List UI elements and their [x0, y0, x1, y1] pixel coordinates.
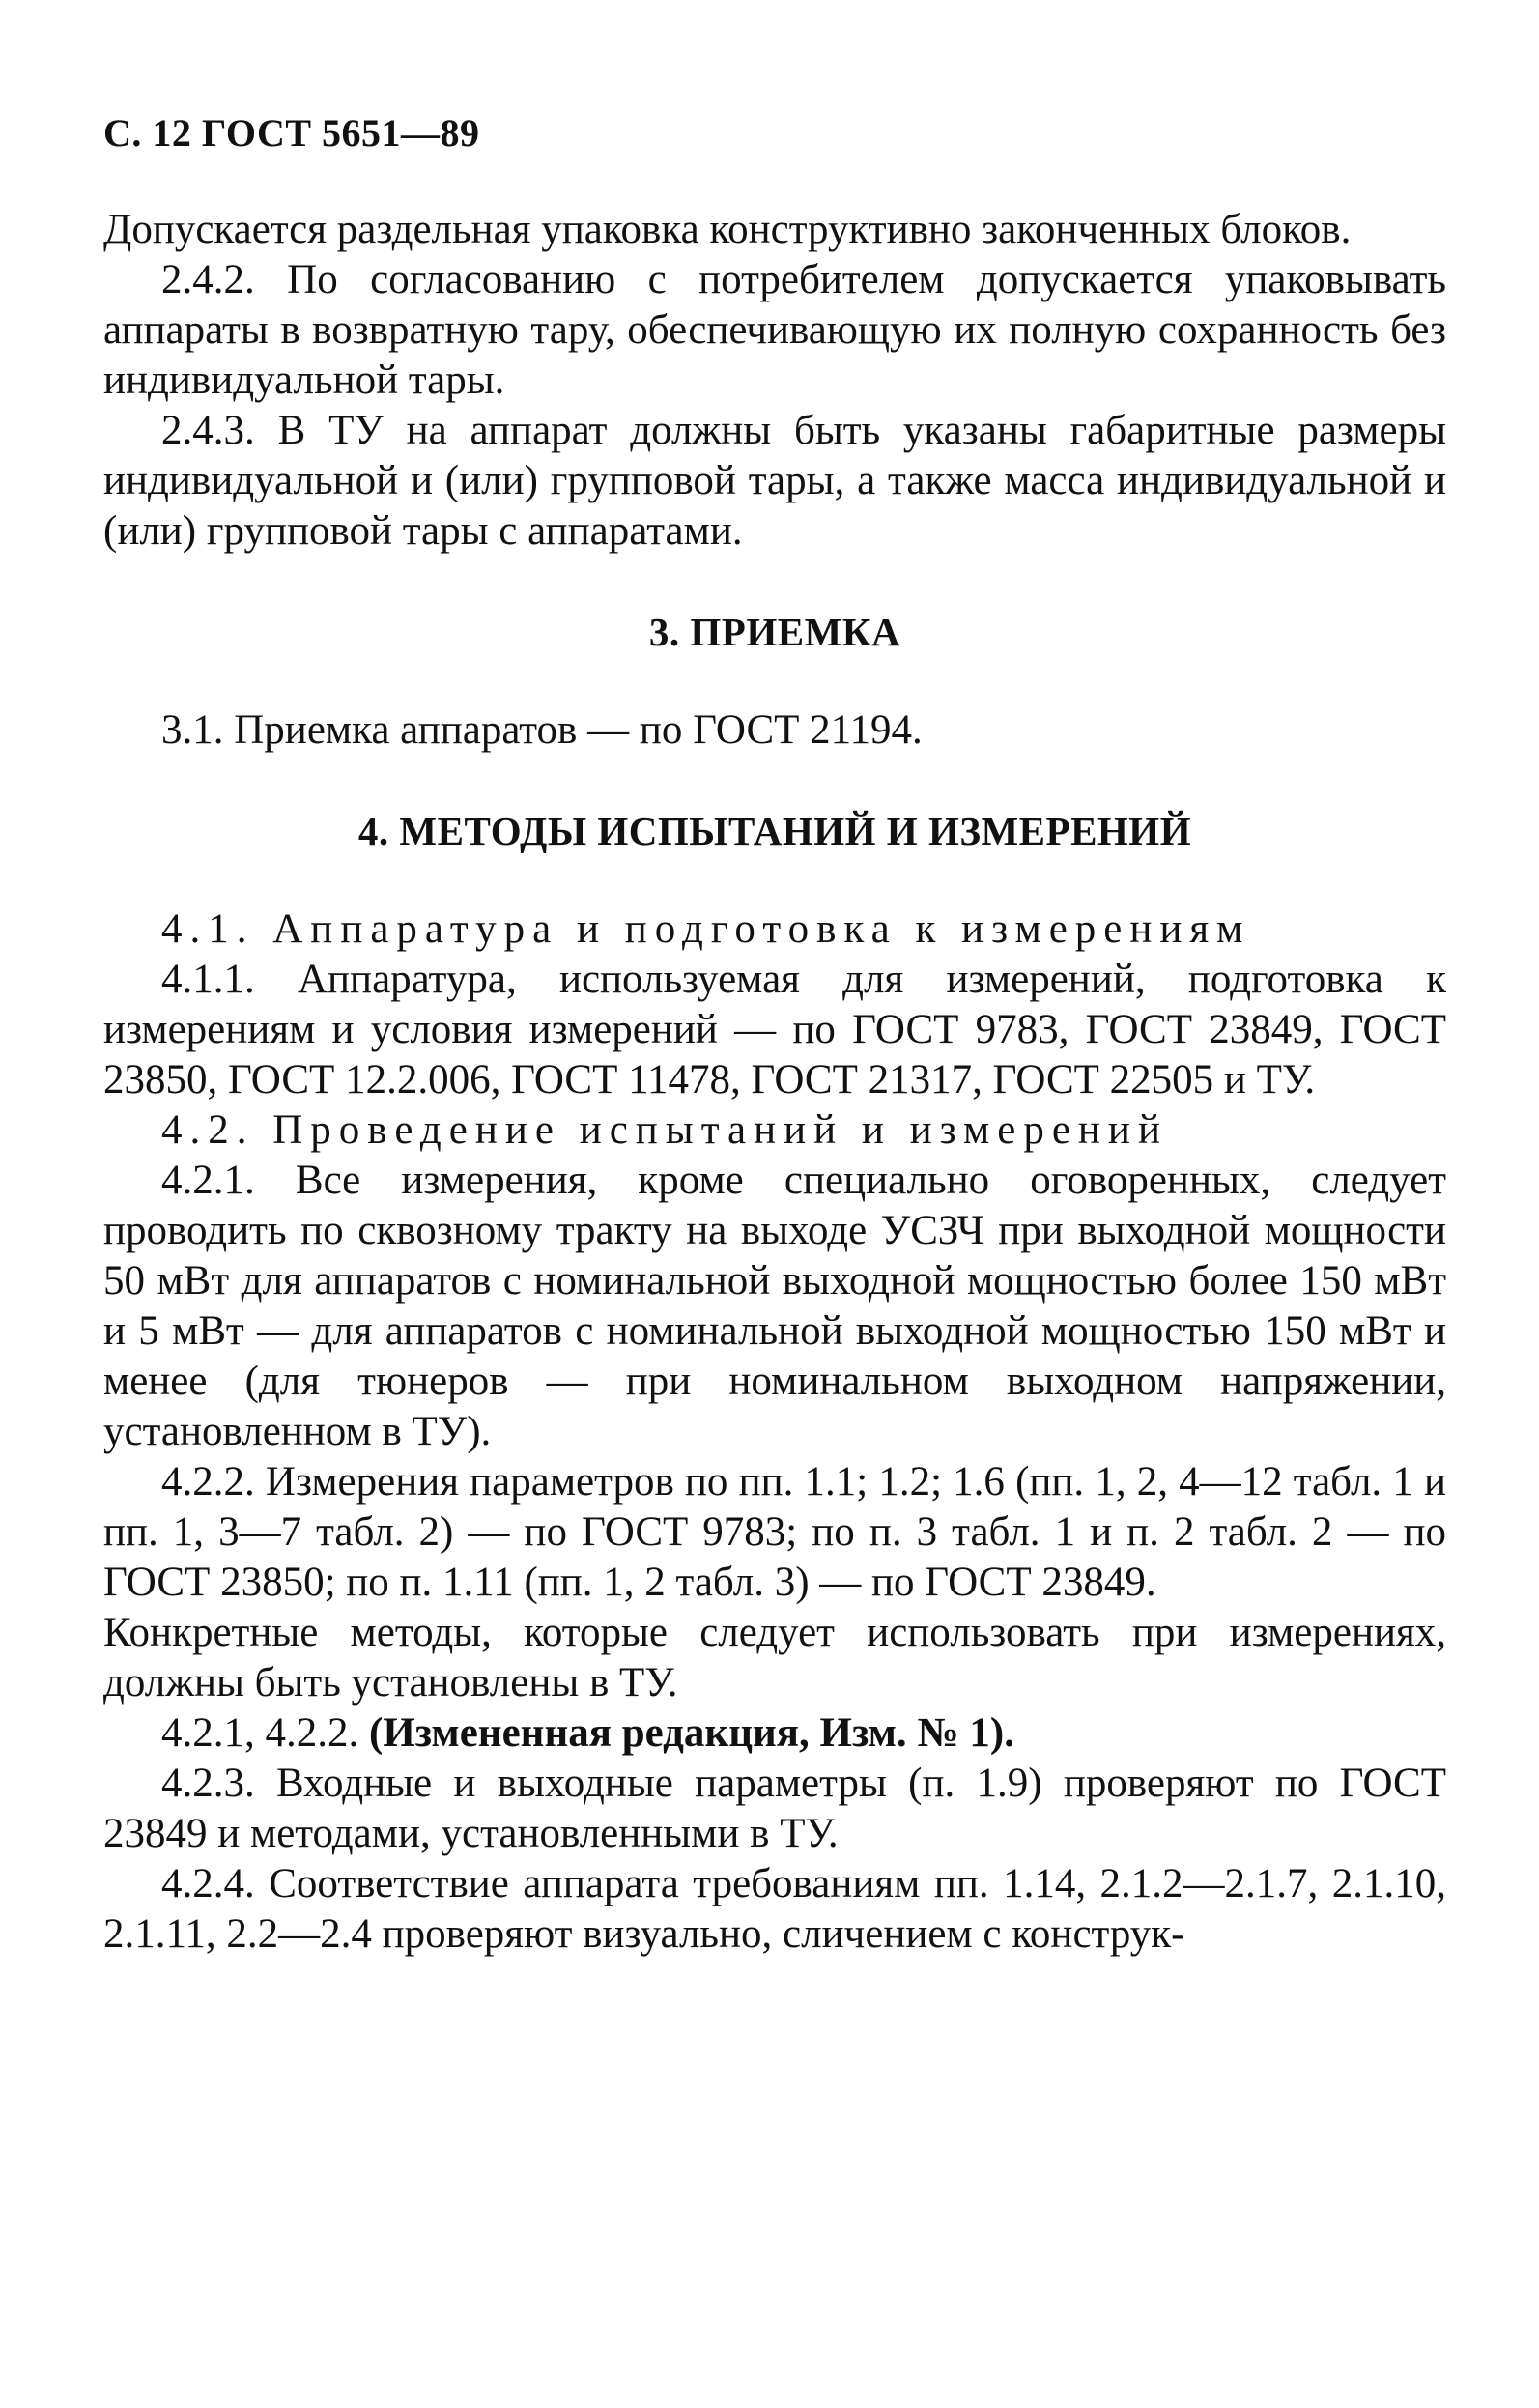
- amendment-bold: (Измененная редакция, Изм. № 1).: [369, 1710, 1014, 1756]
- paragraph-4-2-3: 4.2.3. Входные и выходные параметры (п. 1.9) проверяют по ГОСТ 23849 и методами, установленными в ТУ.: [103, 1761, 1446, 1856]
- amendment-prefix: 4.2.1, 4.2.2.: [161, 1710, 369, 1756]
- paragraph-4-1-1: 4.1.1. Аппаратура, используемая для измерений, подготовка к измерениям и условия измерений — по ГОСТ 9783, ГОСТ 23849, ГОСТ 23850, ГОСТ 12.2.006, ГОСТ 11478, ГОСТ 21317, ГОСТ 22505 и ТУ.: [103, 957, 1446, 1103]
- subheading-4-2: 4.2. Проведение испытаний и измерений: [161, 1107, 1168, 1153]
- section-title-acceptance: 3. ПРИЕМКА: [648, 610, 901, 654]
- paragraph-2-4-3: 2.4.3. В ТУ на аппарат должны быть указаны габаритные размеры индивидуальной и (или) групповой тары, а также масса индивидуальной и (или) групповой тары с аппаратами.: [103, 408, 1446, 554]
- paragraph-4-2-2: 4.2.2. Измерения параметров по пп. 1.1; 1.2; 1.6 (пп. 1, 2, 4—12 табл. 1 и пп. 1, 3—7 табл. 2) — по ГОСТ 9783; по п. 3 табл. 1 и п. 2 табл. 2 — по ГОСТ 23850; по п. 1.11 (пп. 1, 2 табл. 3) — по ГОСТ 23849.: [103, 1459, 1446, 1605]
- paragraph-3-1: 3.1. Приемка аппаратов — по ГОСТ 21194.: [161, 707, 923, 753]
- paragraph-2-4-2: 2.4.2. По согласованию с потребителем допускается упаковывать аппараты в возвратную тару, обеспечивающую их полную сохранность без индивидуальной тары.: [103, 257, 1446, 403]
- paragraph-concrete-methods: Конкретные методы, которые следует использовать при измерениях, должны быть установлены в ТУ.: [103, 1610, 1446, 1706]
- paragraph-4-2-1: 4.2.1. Все измерения, кроме специально оговоренных, следует проводить по сквозному тракту на выходе УСЗЧ при выходной мощности 50 мВт для аппаратов с номинальной выходной мощностью более 150 мВт и 5 мВт — для аппаратов с номинальной выходной мощностью 150 мВт и менее (для тюнеров — при номинальном выходном напряжении, установленном в ТУ).: [103, 1158, 1446, 1454]
- subheading-4-1: 4.1. Аппаратура и подготовка к измерениям: [161, 906, 1251, 952]
- section-title-test-methods: 4. МЕТОДЫ ИСПЫТАНИЙ И ИЗМЕРЕНИЙ: [357, 809, 1192, 853]
- paragraph-separate-packing: Допускается раздельная упаковка конструктивно законченных блоков.: [103, 207, 1352, 252]
- paragraph-amendment-note: [103, 1708, 1446, 1759]
- page-content: [103, 108, 1446, 1960]
- running-head: С. 12 ГОСТ 5651—89: [103, 111, 480, 155]
- paragraph-4-2-4: 4.2.4. Соответствие аппарата требованиям пп. 1.14, 2.1.2—2.1.7, 2.1.10, 2.1.11, 2.2—2.4 проверяют визуально, сличением с конструк-: [103, 1861, 1446, 1957]
